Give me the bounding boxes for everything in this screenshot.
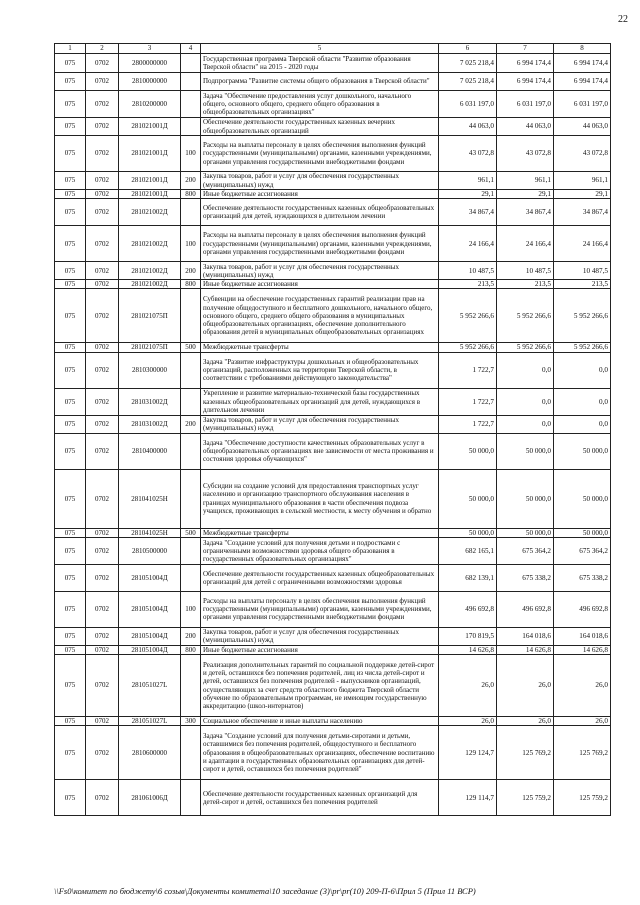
table-row [55,537,611,564]
expense-type-cell [181,388,201,415]
section-code-cell: 0702 [86,172,119,190]
description-cell: Задача "Обеспечение доступности качественных образовательных услуг в общеобразовательных организациях вне зависимости от места проживания и состояния здоровья обучающихся" [201,433,439,469]
admin-code-cell: 075 [55,262,86,280]
section-code-cell: 0702 [86,726,119,780]
admin-code-cell: 075 [55,591,86,627]
description-cell: Обеспечение деятельности государственных казенных общеобразовательных организаций для детей, нуждающихся в длительном лечении [201,199,439,226]
expense-type-cell [181,726,201,780]
amount-col8-cell: 125 769,2 [554,726,611,780]
admin-code-cell: 075 [55,726,86,780]
section-code-cell: 0702 [86,262,119,280]
expense-type-cell [181,73,201,91]
table-row [55,415,611,433]
target-article-cell: 281041025Н [119,528,181,537]
admin-code-cell: 075 [55,415,86,433]
target-article-cell: 281021002Д [119,280,181,289]
target-article-cell: 281021002Д [119,262,181,280]
expense-type-cell: 100 [181,226,201,262]
amount-col6-cell: 1 722,7 [439,388,497,415]
table-row [55,564,611,591]
amount-col6-cell: 44 063,0 [439,118,497,136]
description-cell: Субсидии на создание условий для предоставления транспортных услуг населению и организацию транспортного обслуживания населения в границах муниципального образования в части обеспечения подвоза учащихся, проживающих в сельской местности, к месту обучения и обратно [201,469,439,528]
amount-col8-cell: 14 626,8 [554,645,611,654]
amount-col8-cell: 6 994 174,4 [554,73,611,91]
description-cell: Межбюджетные трансферты [201,343,439,352]
admin-code-cell: 075 [55,190,86,199]
target-article-cell: 281051004Д [119,645,181,654]
table-row [55,726,611,780]
description-cell: Обеспечение деятельности государственных казенных общеобразовательных организаций для детей с ограниченными возможностями здоровья [201,564,439,591]
target-article-cell: 2810200000 [119,91,181,118]
expense-type-cell: 800 [181,280,201,289]
expense-type-cell: 800 [181,645,201,654]
amount-col8-cell: 29,1 [554,190,611,199]
amount-col6-cell: 129 124,7 [439,726,497,780]
amount-col7-cell: 50 000,0 [497,469,554,528]
amount-col8-cell: 675 338,2 [554,564,611,591]
amount-col7-cell: 675 364,2 [497,537,554,564]
expense-type-cell: 500 [181,343,201,352]
amount-col8-cell: 10 487,5 [554,262,611,280]
header-cell: 2 [86,44,119,54]
amount-col8-cell: 43 072,8 [554,136,611,172]
description-cell: Укрепление и развитие материально-технической базы государственных казенных общеобразовательных организаций для детей, нуждающихся в длительном лечении [201,388,439,415]
section-code-cell: 0702 [86,388,119,415]
expense-type-cell [181,537,201,564]
target-article-cell: 281021002Д [119,199,181,226]
header-cell: 3 [119,44,181,54]
table-row [55,528,611,537]
amount-col7-cell: 6 031 197,0 [497,91,554,118]
section-code-cell: 0702 [86,54,119,73]
admin-code-cell: 075 [55,199,86,226]
expense-type-cell: 200 [181,262,201,280]
expense-type-cell [181,655,201,717]
description-cell: Межбюджетные трансферты [201,528,439,537]
expense-type-cell: 800 [181,190,201,199]
admin-code-cell: 075 [55,645,86,654]
amount-col8-cell: 0,0 [554,352,611,388]
amount-col6-cell: 7 025 218,4 [439,54,497,73]
section-code-cell: 0702 [86,591,119,627]
amount-col8-cell: 26,0 [554,717,611,726]
description-cell: Задача "Создание условий для получения детьми-сиротами и детьми, оставшимися без попечения родителей, общедоступного и бесплатного образования в общеобразовательных организациях, обеспечение воспитанию и адаптации в государственных образовательных организациях для детей-сирот и детей, оставшихся без попечения родителей" [201,726,439,780]
section-code-cell: 0702 [86,627,119,645]
section-code-cell: 0702 [86,655,119,717]
description-cell: Иные бюджетные ассигнования [201,645,439,654]
admin-code-cell: 075 [55,54,86,73]
description-cell: Подпрограмма "Развитие системы общего образования в Тверской области" [201,73,439,91]
section-code-cell: 0702 [86,289,119,343]
header-cell: 5 [201,44,439,54]
amount-col6-cell: 6 031 197,0 [439,91,497,118]
header-cell: 7 [497,44,554,54]
amount-col6-cell: 961,1 [439,172,497,190]
target-article-cell: 281031002Д [119,415,181,433]
amount-col8-cell: 50 000,0 [554,528,611,537]
amount-col6-cell: 682 139,1 [439,564,497,591]
file-path-footer: \\Fs0\комитет по бюджету\6 созыв\Документы комитета\10 заседание (3)\pr\pr(10) 209-П-6\Прил 5 (Прил 11 ВСР) [54,886,476,896]
description-cell: Субвенции на обеспечение государственных гарантий реализации прав на получение общедоступного и бесплатного дошкольного, начального общего, основного общего, среднего общего образования в муниципальных общеобразовательных организациях, обеспечение дополнительного образования детей в муниципальных общеобразовательных организациях [201,289,439,343]
admin-code-cell: 075 [55,537,86,564]
amount-col7-cell: 24 166,4 [497,226,554,262]
admin-code-cell: 075 [55,280,86,289]
expense-type-cell [181,780,201,816]
table-row [55,54,611,73]
amount-col6-cell: 170 819,5 [439,627,497,645]
table-row [55,388,611,415]
amount-col7-cell: 14 626,8 [497,645,554,654]
expense-type-cell [181,199,201,226]
amount-col7-cell: 43 072,8 [497,136,554,172]
target-article-cell: 281051027L [119,655,181,717]
amount-col6-cell: 24 166,4 [439,226,497,262]
admin-code-cell: 075 [55,469,86,528]
amount-col7-cell: 213,5 [497,280,554,289]
amount-col8-cell: 26,0 [554,655,611,717]
target-article-cell: 281051004Д [119,627,181,645]
amount-col6-cell: 10 487,5 [439,262,497,280]
expense-type-cell: 300 [181,717,201,726]
amount-col6-cell: 29,1 [439,190,497,199]
section-code-cell: 0702 [86,717,119,726]
target-article-cell: 2810400000 [119,433,181,469]
section-code-cell: 0702 [86,415,119,433]
expense-type-cell [181,564,201,591]
table-row [55,226,611,262]
description-cell: Обеспечение деятельности государственных казенных организаций для детей-сирот и детей, оставшихся без попечения родителей [201,780,439,816]
target-article-cell: 281031002Д [119,388,181,415]
target-article-cell: 2800000000 [119,54,181,73]
amount-col6-cell: 50 000,0 [439,433,497,469]
amount-col8-cell: 34 867,4 [554,199,611,226]
amount-col7-cell: 26,0 [497,655,554,717]
expense-type-cell [181,91,201,118]
table-body [55,54,611,816]
section-code-cell: 0702 [86,564,119,591]
amount-col7-cell: 29,1 [497,190,554,199]
header-cell: 1 [55,44,86,54]
amount-col7-cell: 0,0 [497,415,554,433]
table-row [55,717,611,726]
amount-col8-cell: 213,5 [554,280,611,289]
header-cell: 4 [181,44,201,54]
description-cell: Расходы на выплаты персоналу в целях обеспечения выполнения функций государственными (муниципальными) органами, казенными учреждениями, органами управления государственными внебюджетными фондами [201,226,439,262]
target-article-cell: 281061006Д [119,780,181,816]
amount-col6-cell: 34 867,4 [439,199,497,226]
description-cell: Задача "Обеспечение предоставления услуг дошкольного, начального общего, основного общего, среднего общего образования в общеобразовательных организациях" [201,91,439,118]
target-article-cell: 281021001Д [119,190,181,199]
expense-type-cell [181,433,201,469]
amount-col6-cell: 26,0 [439,717,497,726]
amount-col7-cell: 675 338,2 [497,564,554,591]
expense-type-cell [181,469,201,528]
amount-col7-cell: 6 994 174,4 [497,54,554,73]
header-cell: 6 [439,44,497,54]
amount-col7-cell: 125 759,2 [497,780,554,816]
amount-col8-cell: 0,0 [554,415,611,433]
description-cell: Реализация дополнительных гарантий по социальной поддержке детей-сирот и детей, оставшихся без попечения родителей, лиц из числа детей-сирот и детей, оставшихся без попечения родителей - выпускников организаций, осуществляющих за счет средств областного бюджета Тверской области обучение по образовательным программам, не имеющим государственную аккредитацию (школ-интернатов) [201,655,439,717]
target-article-cell: 281051004Д [119,564,181,591]
admin-code-cell: 075 [55,717,86,726]
description-cell: Обеспечение деятельности государственных казенных вечерних общеобразовательных организаций [201,118,439,136]
admin-code-cell: 075 [55,655,86,717]
target-article-cell: 281041025Н [119,469,181,528]
expense-type-cell [181,352,201,388]
amount-col7-cell: 164 018,6 [497,627,554,645]
expense-type-cell: 200 [181,627,201,645]
admin-code-cell: 075 [55,352,86,388]
amount-col7-cell: 6 994 174,4 [497,73,554,91]
target-article-cell: 2810600000 [119,726,181,780]
target-article-cell: 281021001Д [119,118,181,136]
amount-col6-cell: 7 025 218,4 [439,73,497,91]
section-code-cell: 0702 [86,226,119,262]
header-cell: 8 [554,44,611,54]
amount-col8-cell: 44 063,0 [554,118,611,136]
amount-col7-cell: 0,0 [497,388,554,415]
target-article-cell: 281051027L [119,717,181,726]
expense-type-cell: 100 [181,136,201,172]
admin-code-cell: 075 [55,388,86,415]
table-row [55,645,611,654]
target-article-cell: 281021075П [119,289,181,343]
section-code-cell: 0702 [86,73,119,91]
expense-type-cell: 100 [181,591,201,627]
target-article-cell: 281021001Д [119,136,181,172]
target-article-cell: 281051004Д [119,591,181,627]
table-row [55,199,611,226]
admin-code-cell: 075 [55,91,86,118]
target-article-cell: 2810000000 [119,73,181,91]
amount-col6-cell: 5 952 266,6 [439,343,497,352]
amount-col7-cell: 50 000,0 [497,528,554,537]
amount-col8-cell: 6 031 197,0 [554,91,611,118]
admin-code-cell: 075 [55,627,86,645]
section-code-cell: 0702 [86,537,119,564]
section-code-cell: 0702 [86,199,119,226]
section-code-cell: 0702 [86,469,119,528]
table-row [55,262,611,280]
target-article-cell: 2810300000 [119,352,181,388]
expense-type-cell [181,54,201,73]
amount-col6-cell: 496 692,8 [439,591,497,627]
section-code-cell: 0702 [86,190,119,199]
target-article-cell: 281021001Д [119,172,181,190]
table-row [55,433,611,469]
amount-col6-cell: 5 952 266,6 [439,289,497,343]
description-cell: Закупка товаров, работ и услуг для обеспечения государственных (муниципальных) нужд [201,262,439,280]
admin-code-cell: 075 [55,564,86,591]
amount-col6-cell: 50 000,0 [439,469,497,528]
budget-table [54,43,611,816]
expense-type-cell: 500 [181,528,201,537]
amount-col8-cell: 0,0 [554,388,611,415]
table-row [55,289,611,343]
page-number: 22 [618,14,628,25]
admin-code-cell: 075 [55,172,86,190]
admin-code-cell: 075 [55,528,86,537]
admin-code-cell: 075 [55,343,86,352]
table-row [55,280,611,289]
amount-col7-cell: 34 867,4 [497,199,554,226]
admin-code-cell: 075 [55,433,86,469]
admin-code-cell: 075 [55,289,86,343]
amount-col7-cell: 50 000,0 [497,433,554,469]
amount-col7-cell: 0,0 [497,352,554,388]
section-code-cell: 0702 [86,352,119,388]
amount-col6-cell: 50 000,0 [439,528,497,537]
admin-code-cell: 075 [55,73,86,91]
amount-col8-cell: 675 364,2 [554,537,611,564]
description-cell: Расходы на выплаты персоналу в целях обеспечения выполнения функций государственными (муниципальными) органами, казенными учреждениями, органами управления государственными внебюджетными фондами [201,136,439,172]
description-cell: Задача "Создание условий для получения детьми и подростками с ограниченными возможностями здоровья общего образования в государственных образовательных организациях" [201,537,439,564]
admin-code-cell: 075 [55,226,86,262]
amount-col7-cell: 26,0 [497,717,554,726]
table-row [55,469,611,528]
description-cell: Расходы на выплаты персоналу в целях обеспечения выполнения функций государственными (муниципальными) органами, казенными учреждениями, органами управления государственными внебюджетными фондами [201,591,439,627]
table-row [55,172,611,190]
description-cell: Закупка товаров, работ и услуг для обеспечения государственных (муниципальных) нужд [201,627,439,645]
target-article-cell: 281021075П [119,343,181,352]
description-cell: Государственная программа Тверской области "Развитие образования Тверской области" на 2015 - 2020 годы [201,54,439,73]
section-code-cell: 0702 [86,528,119,537]
table-row [55,627,611,645]
section-code-cell: 0702 [86,118,119,136]
expense-type-cell [181,289,201,343]
amount-col6-cell: 43 072,8 [439,136,497,172]
amount-col8-cell: 6 994 174,4 [554,54,611,73]
section-code-cell: 0702 [86,91,119,118]
description-cell: Иные бюджетные ассигнования [201,280,439,289]
description-cell: Закупка товаров, работ и услуг для обеспечения государственных (муниципальных) нужд [201,172,439,190]
table-row [55,655,611,717]
expense-type-cell: 200 [181,172,201,190]
table-row [55,118,611,136]
amount-col8-cell: 961,1 [554,172,611,190]
section-code-cell: 0702 [86,136,119,172]
section-code-cell: 0702 [86,280,119,289]
section-code-cell: 0702 [86,780,119,816]
amount-col7-cell: 961,1 [497,172,554,190]
expense-type-cell: 200 [181,415,201,433]
expense-type-cell [181,118,201,136]
table-row [55,591,611,627]
amount-col8-cell: 125 759,2 [554,780,611,816]
amount-col8-cell: 50 000,0 [554,469,611,528]
amount-col6-cell: 682 165,1 [439,537,497,564]
amount-col6-cell: 26,0 [439,655,497,717]
table-row [55,352,611,388]
amount-col8-cell: 164 018,6 [554,627,611,645]
amount-col7-cell: 44 063,0 [497,118,554,136]
section-code-cell: 0702 [86,645,119,654]
table-row [55,73,611,91]
admin-code-cell: 075 [55,780,86,816]
amount-col8-cell: 5 952 266,6 [554,289,611,343]
amount-col7-cell: 125 769,2 [497,726,554,780]
amount-col8-cell: 5 952 266,6 [554,343,611,352]
amount-col8-cell: 496 692,8 [554,591,611,627]
description-cell: Задача "Развитие инфраструктуры дошкольных и общеобразовательных организаций, расположенных на территории Тверской области, в соответствии с требованиями действующего законодательства" [201,352,439,388]
amount-col8-cell: 24 166,4 [554,226,611,262]
amount-col7-cell: 10 487,5 [497,262,554,280]
table-row [55,780,611,816]
amount-col6-cell: 1 722,7 [439,352,497,388]
header-row [55,44,611,54]
admin-code-cell: 075 [55,136,86,172]
table-row [55,190,611,199]
target-article-cell: 2810500000 [119,537,181,564]
table-row [55,91,611,118]
amount-col8-cell: 50 000,0 [554,433,611,469]
description-cell: Закупка товаров, работ и услуг для обеспечения государственных (муниципальных) нужд [201,415,439,433]
description-cell: Иные бюджетные ассигнования [201,190,439,199]
amount-col6-cell: 129 114,7 [439,780,497,816]
amount-col6-cell: 14 626,8 [439,645,497,654]
description-cell: Социальное обеспечение и иные выплаты населению [201,717,439,726]
section-code-cell: 0702 [86,343,119,352]
amount-col6-cell: 213,5 [439,280,497,289]
amount-col6-cell: 1 722,7 [439,415,497,433]
amount-col7-cell: 496 692,8 [497,591,554,627]
amount-col7-cell: 5 952 266,6 [497,343,554,352]
table-row [55,136,611,172]
table-row [55,343,611,352]
amount-col7-cell: 5 952 266,6 [497,289,554,343]
target-article-cell: 281021002Д [119,226,181,262]
admin-code-cell: 075 [55,118,86,136]
section-code-cell: 0702 [86,433,119,469]
